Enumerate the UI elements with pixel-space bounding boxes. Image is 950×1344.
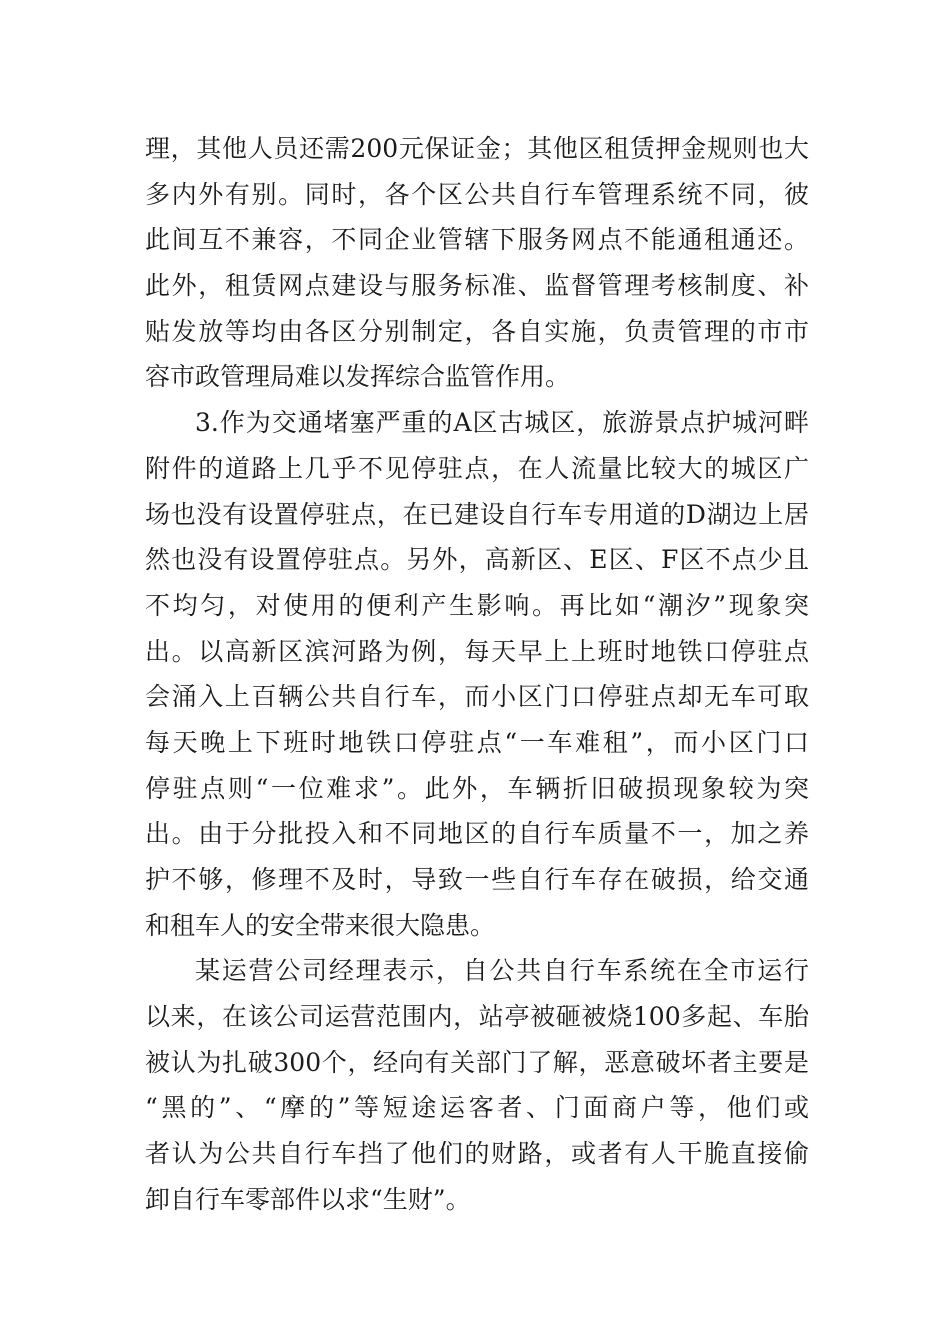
text-line: 理，其他人员还需200元保证金；其他区租赁押金规则也大 bbox=[145, 134, 809, 163]
text-line: 附件的道路上几乎不见停驻点，在人流量比较大的城区广 bbox=[145, 453, 809, 483]
text-line: 停驻点则“一位难求”。此外，车辆折旧破损现象较为突 bbox=[145, 773, 809, 803]
text-line: 贴发放等均由各区分别制定，各自实施，负责管理的市市 bbox=[145, 316, 809, 346]
text-line: 会涌入上百辆公共自行车，而小区门口停驻点却无车可取 bbox=[145, 682, 809, 712]
text-line: 3.作为交通堵塞严重的A区古城区，旅游景点护城河畔 bbox=[195, 408, 809, 438]
text-line: “黑的”、“摩的”等短途运客者、门面商户等，他们或 bbox=[145, 1093, 809, 1123]
text-line: 卸自行车零部件以求“生财”。 bbox=[145, 1184, 471, 1214]
text-line: 者认为公共自行车挡了他们的财路，或者有人干脆直接偷 bbox=[145, 1139, 809, 1169]
paragraph-3 bbox=[145, 948, 809, 1222]
text-line: 某运营公司经理表示，自公共自行车系统在全市运行 bbox=[195, 956, 809, 986]
text-line: 容市政管理局难以发挥综合监管作用。 bbox=[145, 362, 571, 392]
text-line: 此间互不兼容，不同企业管辖下服务网点不能通租通还。 bbox=[145, 225, 809, 255]
text-line: 此外，租赁网点建设与服务标准、监督管理考核制度、补 bbox=[145, 271, 809, 301]
text-line: 被认为扎破300个，经向有关部门了解，恶意破坏者主要是 bbox=[145, 1047, 809, 1077]
text-line: 和租车人的安全带来很大隐患。 bbox=[145, 910, 496, 940]
text-line: 以来，在该公司运营范围内，站亭被砸被烧100多起、车胎 bbox=[145, 1002, 809, 1032]
paragraph-2 bbox=[145, 400, 809, 948]
text-line: 多内外有别。同时，各个区公共自行车管理系统不同，彼 bbox=[145, 179, 809, 209]
document-body bbox=[145, 126, 809, 1223]
text-line: 每天晚上下班时地铁口停驻点“一车难租”，而小区门口 bbox=[145, 727, 809, 757]
text-line: 不均匀，对使用的便利产生影响。再比如“潮汐”现象突 bbox=[145, 590, 809, 620]
text-line: 场也没有设置停驻点，在已建设自行车专用道的D湖边上居 bbox=[145, 499, 809, 529]
text-line: 然也没有设置停驻点。另外，高新区、E区、F区不点少且 bbox=[145, 545, 809, 575]
paragraph-1 bbox=[145, 126, 809, 400]
text-line: 出。以高新区滨河路为例，每天早上上班时地铁口停驻点 bbox=[145, 636, 809, 666]
text-line: 出。由于分批投入和不同地区的自行车质量不一，加之养 bbox=[145, 819, 809, 849]
text-line: 护不够，修理不及时，导致一些自行车存在破损，给交通 bbox=[145, 865, 809, 894]
